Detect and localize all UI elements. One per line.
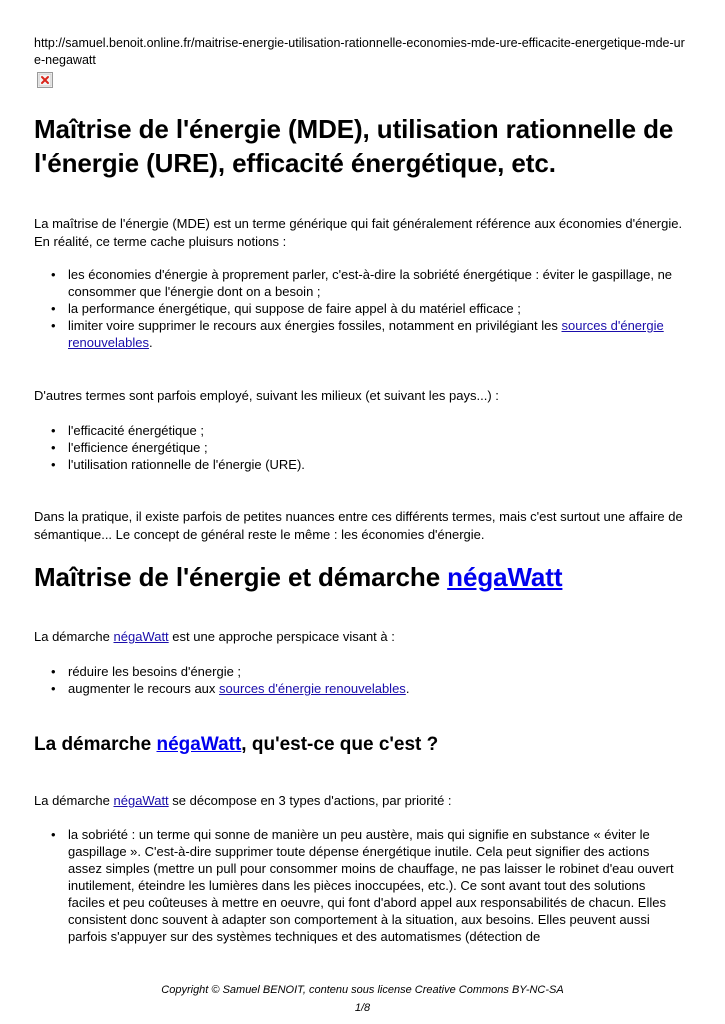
negawatt-intro xyxy=(34,628,686,646)
intro-paragraph: La maîtrise de l'énergie (MDE) est un terme générique qui fait généralement référence aux économies d'énergie. En réalité, ce terme cache pluisurs notions : xyxy=(34,216,683,249)
actions-list xyxy=(34,826,674,945)
list-item: • les économies d'énergie à proprement parler, c'est-à-dire la sobriété énergétique : éviter le gaspillage, ne consommer que l'énergie dont on a besoin ; xyxy=(34,266,674,300)
list-item xyxy=(34,317,674,351)
list-item: • l'efficience énergétique ; xyxy=(34,439,674,456)
footer-copyright: Copyright © Samuel BENOIT, contenu sous license Creative Commons BY-NC-SA xyxy=(161,984,564,996)
other-terms-list xyxy=(34,422,674,473)
negawatt-goals-list xyxy=(34,663,674,697)
heading-text: La démarche xyxy=(34,734,157,755)
actions-intro xyxy=(34,792,686,810)
negawatt-heading-link[interactable]: négaWatt xyxy=(447,562,563,592)
list-item xyxy=(34,680,674,697)
broken-image-icon xyxy=(37,72,53,88)
list-item-text: . xyxy=(405,681,410,696)
heading-text: Maîtrise de l'énergie et démarche xyxy=(34,562,448,592)
other-terms-intro: D'autres termes sont parfois employé, suivant les milieux (et suivant les pays...) : xyxy=(34,388,499,403)
list-item-text: . xyxy=(148,335,153,350)
negawatt-link[interactable]: négaWatt xyxy=(113,629,169,644)
list-item: • l'efficacité énergétique ; xyxy=(34,422,674,439)
paragraph-text: La démarche xyxy=(34,793,114,808)
negawatt-heading-link[interactable]: négaWatt xyxy=(156,734,242,755)
renewable-sources-link[interactable]: sources d'énergie renouvelables xyxy=(68,318,664,350)
negawatt-link[interactable]: négaWatt xyxy=(113,793,169,808)
renewable-sources-link[interactable]: sources d'énergie renouvelables xyxy=(219,681,406,696)
list-item-text: augmenter le recours aux xyxy=(68,681,220,696)
list-item-text: limiter voire supprimer le recours aux énergies fossiles, notamment en privilégiant les xyxy=(68,318,562,333)
page-url: http://samuel.benoit.online.fr/maitrise-energie-utilisation-rationnelle-economies-mde-ure-efficacite-energetique-mde-ure-negawatt xyxy=(34,36,685,67)
list-item: • la performance énergétique, qui suppose de faire appel à du matériel efficace ; xyxy=(34,300,674,317)
paragraph-text: est une approche perspicace visant à : xyxy=(168,629,395,644)
heading-text: , qu'est-ce que c'est ? xyxy=(241,734,439,755)
practice-paragraph: Dans la pratique, il existe parfois de petites nuances entre ces différents termes, mais c'est surtout une affaire de sémantique... Le concept de général reste le même : les économies d'énergie. xyxy=(34,509,683,542)
section-heading-negawatt xyxy=(34,560,562,594)
list-item: • l'utilisation rationnelle de l'énergie (URE). xyxy=(34,456,674,473)
paragraph-text: La démarche xyxy=(34,629,114,644)
list-item: • réduire les besoins d'énergie ; xyxy=(34,663,674,680)
list-item: • la sobriété : un terme qui sonne de manière un peu austère, mais qui signifie en substance « éviter le gaspillage ». C'est-à-dire supprimer toute dépense énergétique inutile. Cela peut signifier des actions assez simples (mettre un pull pour consommer moins de chauffage, ne pas laisser le robinet d'eau ouvert inutilement, éteindre les lumières dans les pièces inoccupées, etc.). Ce sont avant tout des solutions faciles et peu coûteuses à mettre en oeuvre, qui font d'abord appel aux responsabilités de chacun. Elles consistent donc souvent à adapter son comportement à la situation, aux besoins. Elles peuvent aussi parfois s'appuyer sur des systèmes techniques et des automatismes (détection de xyxy=(34,826,674,945)
notions-list xyxy=(34,266,674,351)
paragraph-text: se décompose en 3 types d'actions, par priorité : xyxy=(168,793,452,808)
page-title: Maîtrise de l'énergie (MDE), utilisation rationnelle de l'énergie (URE), efficacité énergétique, etc. xyxy=(34,114,674,178)
subsection-heading xyxy=(34,733,438,757)
page-number: 1/8 xyxy=(354,1002,371,1014)
